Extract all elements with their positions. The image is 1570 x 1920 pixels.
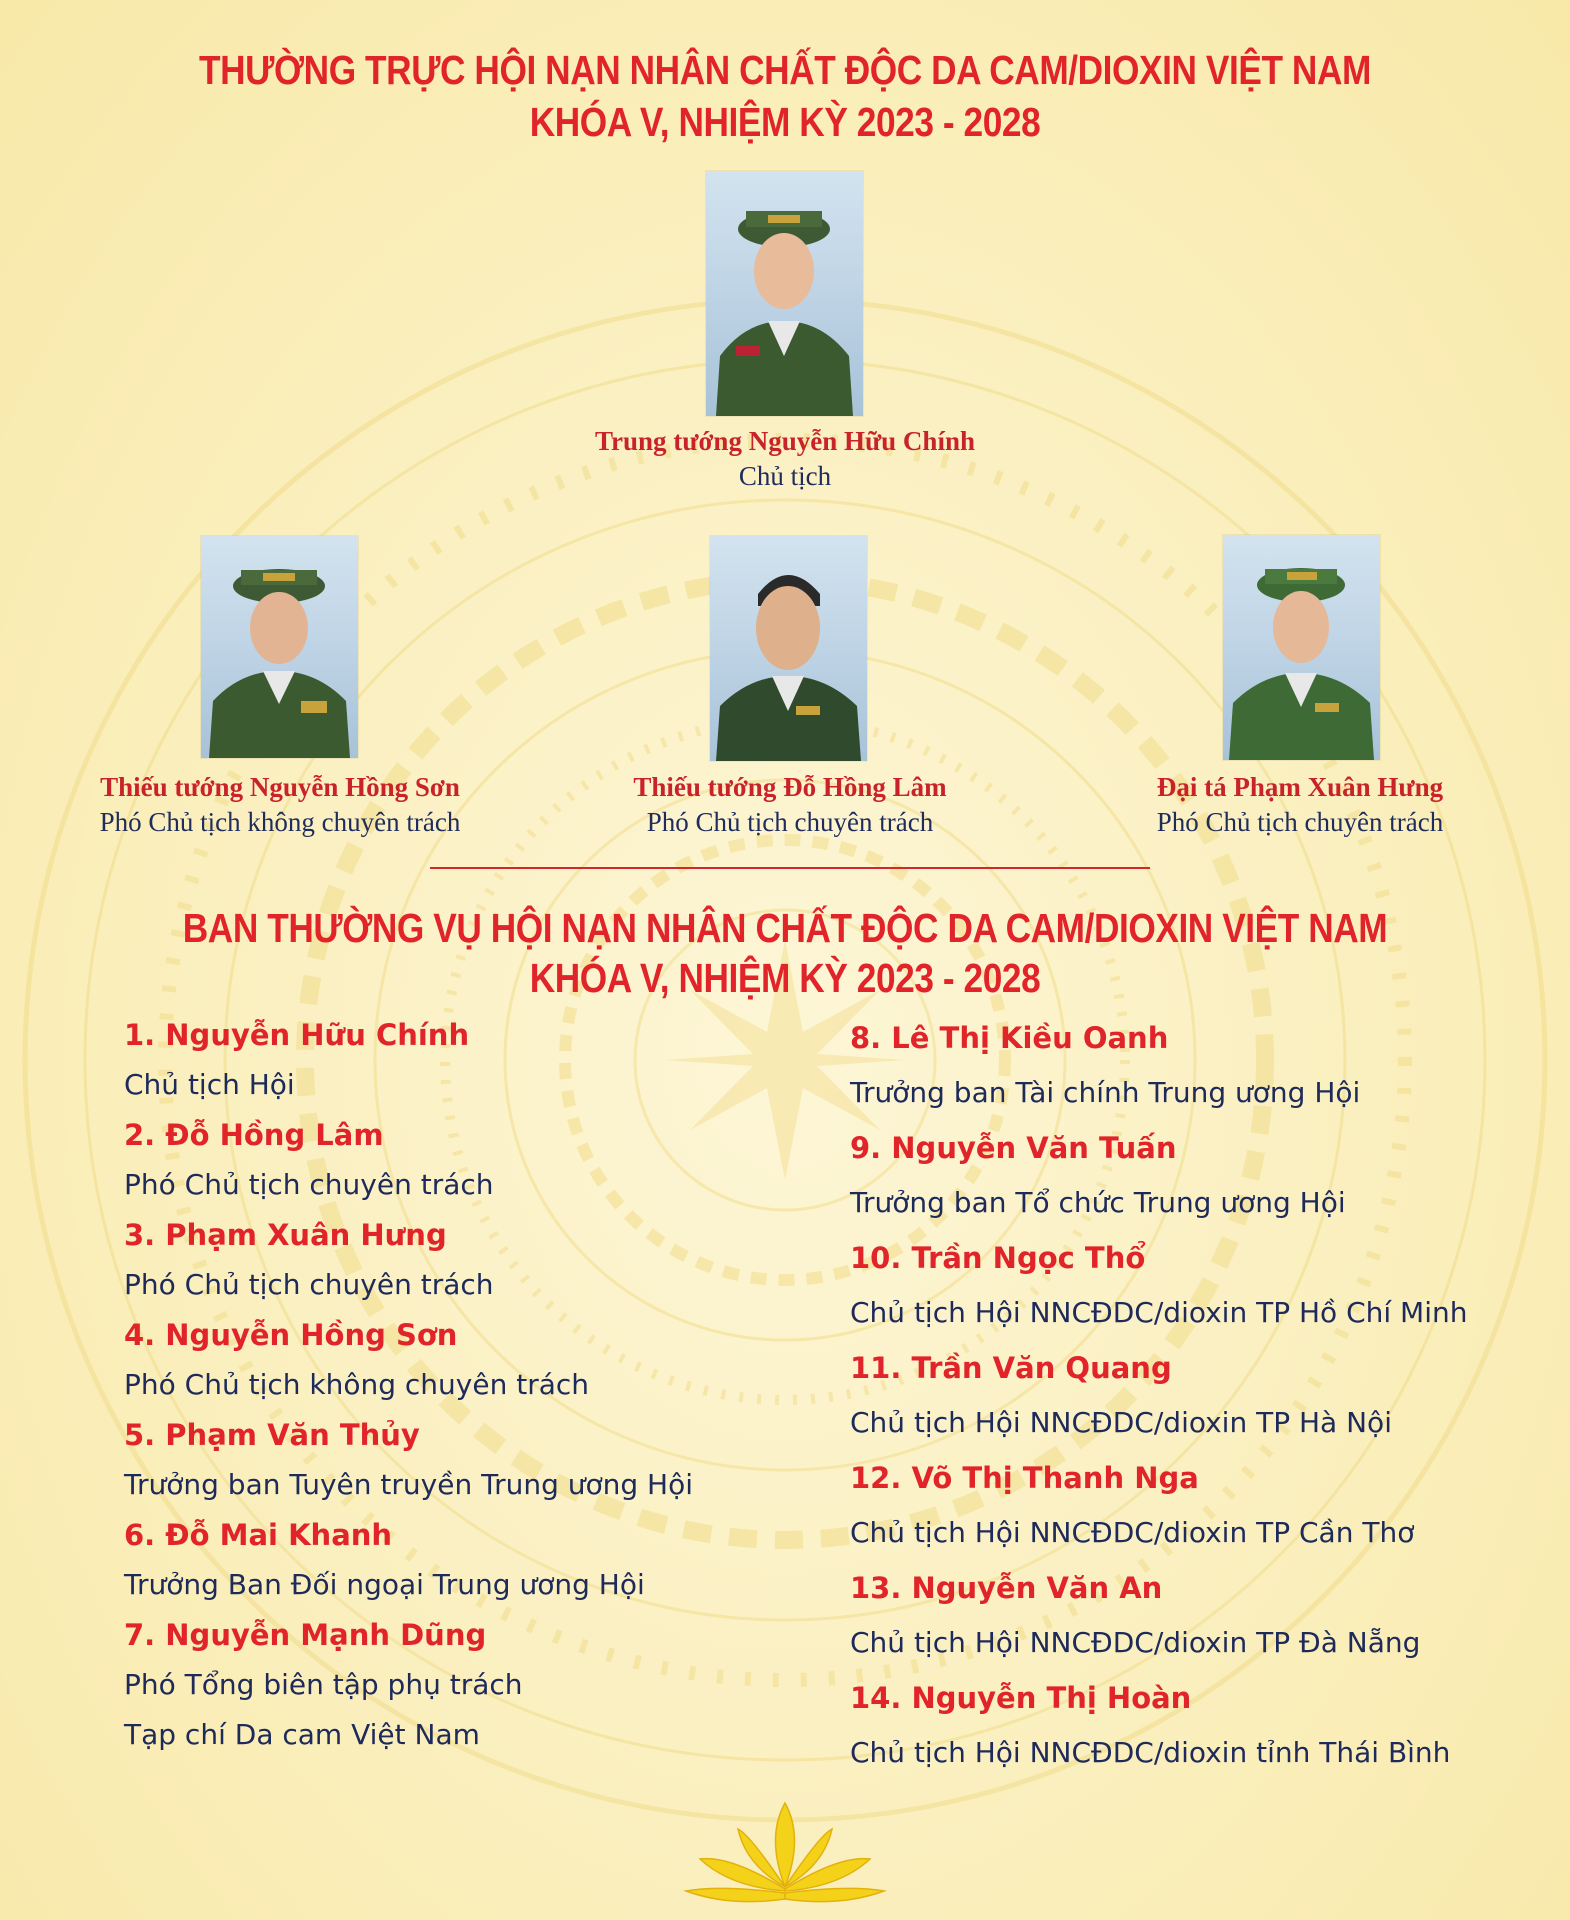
member-item <box>850 1670 1468 1780</box>
portrait-placeholder-icon <box>1223 535 1380 760</box>
vice-chair-left-name: Thiếu tướng Nguyễn Hồng Sơn <box>100 772 460 802</box>
member-name: 14. Nguyễn Thị Hoàn <box>850 1681 1192 1715</box>
member-name: 11. Trần Văn Quang <box>850 1351 1172 1385</box>
member-role-line2: Tạp chí Da cam Việt Nam <box>124 1718 480 1751</box>
member-name: 10. Trần Ngọc Thổ <box>850 1241 1146 1275</box>
header-title-line1: THƯỜNG TRỰC HỘI NẠN NHÂN CHẤT ĐỘC DA CAM/DIOXIN VIỆT NAM <box>199 47 1371 93</box>
vice-chair-left-caption <box>60 770 500 840</box>
member-item <box>124 1510 693 1610</box>
member-role: Chủ tịch Hội <box>124 1068 295 1101</box>
vice-chair-center-name: Thiếu tướng Đỗ Hồng Lâm <box>633 772 947 802</box>
member-role: Chủ tịch Hội NNCĐDC/dioxin tỉnh Thái Bình <box>850 1736 1451 1769</box>
member-name: 6. Đỗ Mai Khanh <box>124 1518 393 1552</box>
lotus-icon <box>680 1795 890 1910</box>
member-name: 3. Phạm Xuân Hưng <box>124 1218 447 1252</box>
chair-caption <box>485 424 1085 494</box>
vice-chair-right-name: Đại tá Phạm Xuân Hưng <box>1156 772 1444 802</box>
member-item <box>124 1110 693 1210</box>
portrait-placeholder-icon <box>706 171 863 416</box>
member-role: Trưởng ban Tài chính Trung ương Hội <box>850 1076 1361 1109</box>
member-item <box>850 1230 1468 1340</box>
member-item <box>124 1410 693 1510</box>
vice-chair-center-portrait-photo <box>710 536 867 761</box>
members-left-column <box>124 1010 693 1760</box>
member-item <box>124 1010 693 1110</box>
chair-role: Chủ tịch <box>738 461 832 491</box>
vice-chair-center-caption <box>560 770 1020 840</box>
member-name: 13. Nguyễn Văn An <box>850 1571 1163 1605</box>
member-item <box>850 1340 1468 1450</box>
member-name: 12. Võ Thị Thanh Nga <box>850 1461 1199 1495</box>
member-role: Chủ tịch Hội NNCĐDC/dioxin TP Hà Nội <box>850 1406 1392 1439</box>
member-item <box>124 1610 693 1760</box>
header-title-line2: KHÓA V, NHIỆM KỲ 2023 - 2028 <box>529 99 1041 145</box>
member-name: 7. Nguyễn Mạnh Dũng <box>124 1618 487 1652</box>
members-right-column <box>850 1010 1468 1780</box>
member-role: Phó Tổng biên tập phụ trách <box>124 1668 523 1701</box>
vice-chair-right-portrait-photo <box>1223 535 1380 760</box>
member-name: 8. Lê Thị Kiều Oanh <box>850 1021 1169 1055</box>
member-item <box>124 1310 693 1410</box>
section-divider <box>430 867 1150 869</box>
member-item <box>850 1560 1468 1670</box>
vice-chair-right-caption <box>1090 770 1510 840</box>
member-role: Phó Chủ tịch chuyên trách <box>124 1268 494 1301</box>
member-item <box>850 1010 1468 1120</box>
member-name: 4. Nguyễn Hồng Sơn <box>124 1318 458 1352</box>
member-role: Chủ tịch Hội NNCĐDC/dioxin TP Cần Thơ <box>850 1516 1415 1549</box>
member-role: Chủ tịch Hội NNCĐDC/dioxin TP Hồ Chí Minh <box>850 1296 1468 1329</box>
portrait-placeholder-icon <box>201 536 358 758</box>
vice-chair-left-role: Phó Chủ tịch không chuyên trách <box>99 807 461 837</box>
member-role: Phó Chủ tịch chuyên trách <box>124 1168 494 1201</box>
vice-chair-left-portrait-photo <box>201 536 358 758</box>
member-item <box>124 1210 693 1310</box>
member-role: Chủ tịch Hội NNCĐDC/dioxin TP Đà Nẵng <box>850 1626 1421 1659</box>
member-role: Trưởng ban Tổ chức Trung ương Hội <box>850 1186 1346 1219</box>
member-name: 5. Phạm Văn Thủy <box>124 1418 420 1452</box>
member-role: Trưởng Ban Đối ngoại Trung ương Hội <box>124 1568 645 1601</box>
chair-portrait-photo <box>706 171 863 416</box>
member-item <box>850 1120 1468 1230</box>
vice-chair-center-role: Phó Chủ tịch chuyên trách <box>646 807 934 837</box>
member-name: 2. Đỗ Hồng Lâm <box>124 1118 384 1152</box>
member-name: 9. Nguyễn Văn Tuấn <box>850 1131 1177 1165</box>
member-name: 1. Nguyễn Hữu Chính <box>124 1018 470 1052</box>
standing-title-line2: KHÓA V, NHIỆM KỲ 2023 - 2028 <box>529 955 1041 1001</box>
member-item <box>850 1450 1468 1560</box>
member-role: Trưởng ban Tuyên truyền Trung ương Hội <box>124 1468 694 1501</box>
member-role: Phó Chủ tịch không chuyên trách <box>124 1368 590 1401</box>
portrait-placeholder-icon <box>710 536 867 761</box>
chair-name: Trung tướng Nguyễn Hữu Chính <box>595 426 975 456</box>
standing-title-line1: BAN THƯỜNG VỤ HỘI NẠN NHÂN CHẤT ĐỘC DA CAM/DIOXIN VIỆT NAM <box>182 905 1388 951</box>
vice-chair-right-role: Phó Chủ tịch chuyên trách <box>1156 807 1444 837</box>
